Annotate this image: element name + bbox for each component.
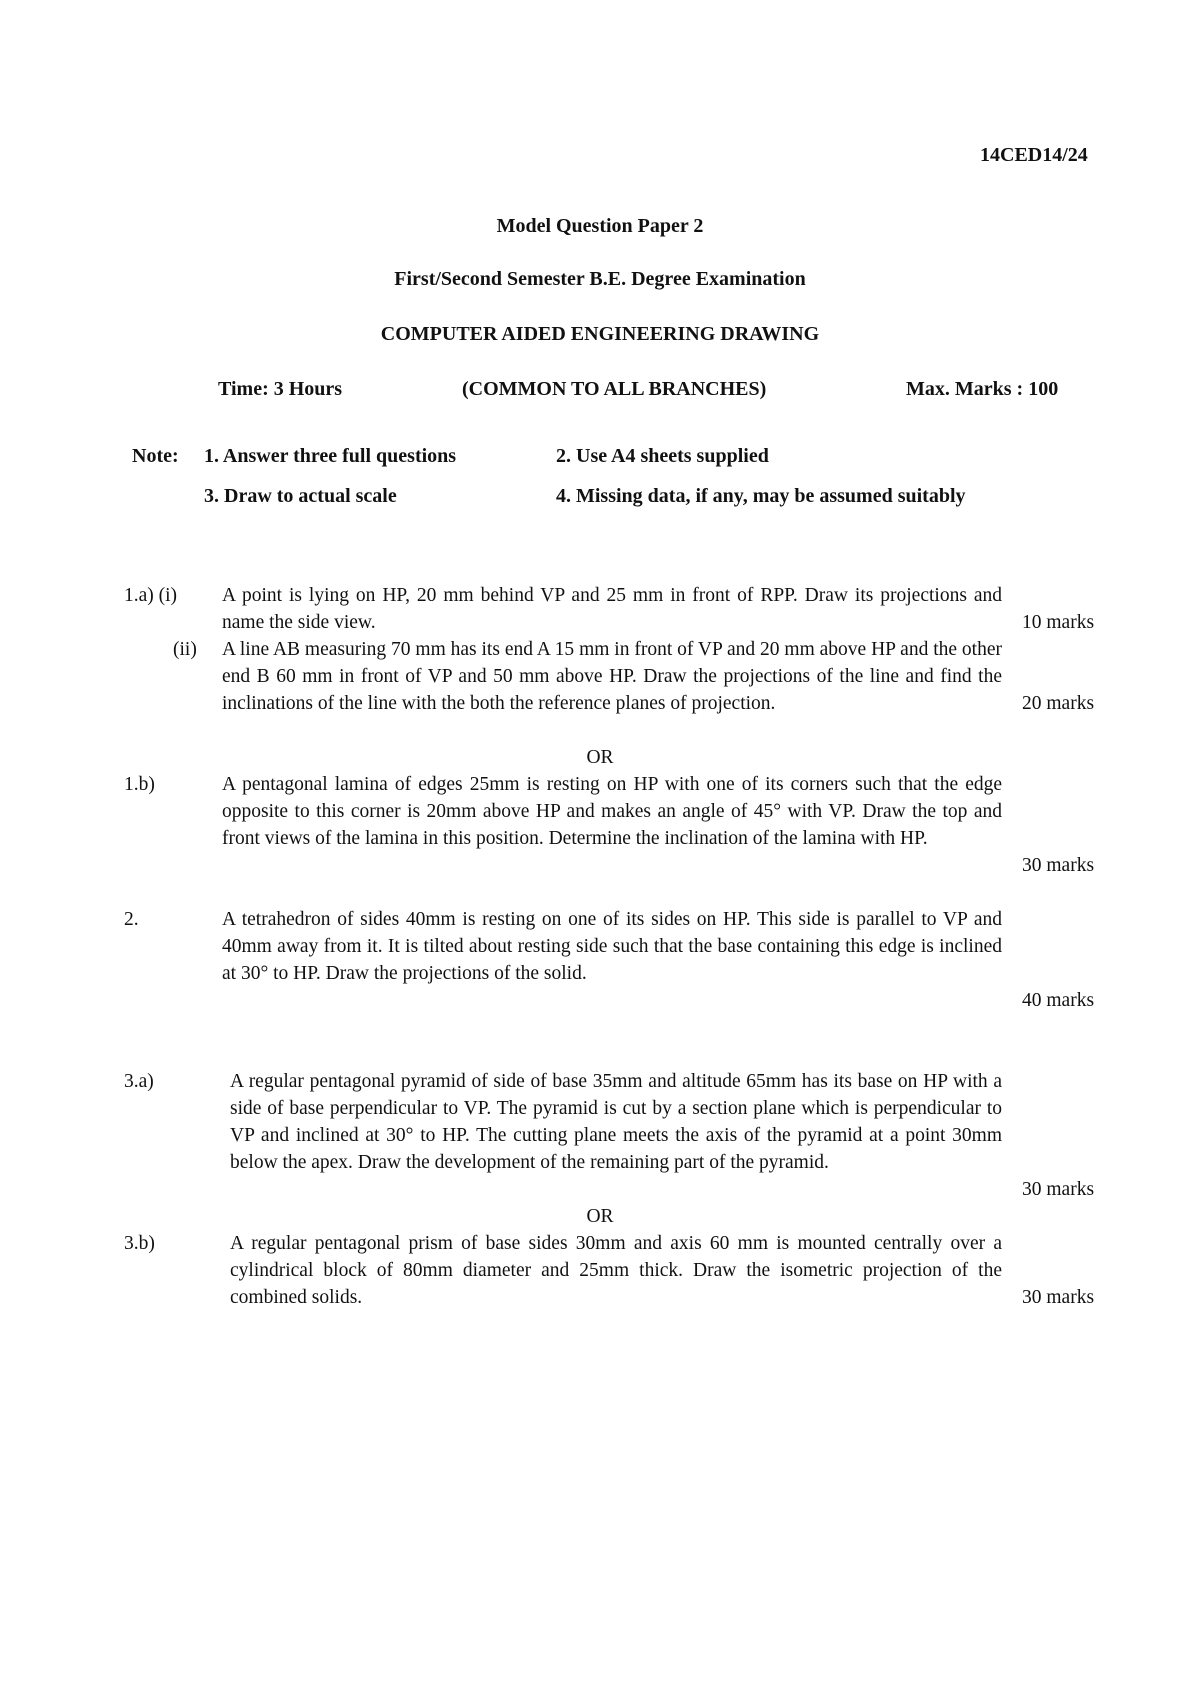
question-number: (ii)	[173, 639, 197, 660]
note-item: 3. Draw to actual scale	[204, 485, 397, 507]
question-marks: 10 marks	[1022, 612, 1095, 633]
question-marks: 30 marks	[1022, 1287, 1095, 1308]
subject-title: COMPUTER AIDED ENGINEERING DRAWING	[380, 323, 820, 345]
or-separator: OR	[586, 1206, 614, 1227]
exam-subtitle: First/Second Semester B.E. Degree Examination	[394, 268, 806, 290]
question-number: 2.	[124, 909, 139, 930]
question-text: A pentagonal lamina of edges 25mm is resting on HP with one of its corners such that the edge opposite to this corner is 20mm above HP and makes an angle of 45° with VP. Draw the top and front views of the lamina in this position. Determine the inclination of the lamina with HP.	[222, 774, 1002, 849]
question-text: A regular pentagonal prism of base sides 30mm and axis 60 mm is mounted centrally over a cylindrical block of 80mm diameter and 25mm thick. Draw the isometric projection of the combined solids.	[230, 1233, 1002, 1308]
question-text: A point is lying on HP, 20 mm behind VP and 25 mm in front of RPP. Draw its projections and name the side view.	[222, 585, 1002, 633]
exam-duration: Time: 3 Hours	[218, 378, 343, 400]
note-item: 2. Use A4 sheets supplied	[556, 445, 769, 467]
question-text: A tetrahedron of sides 40mm is resting on one of its sides on HP. This side is parallel to VP and 40mm away from it. It is tilted about resting side such that the base containing this edge is inclined at 30° to HP. Draw the projections of the solid.	[222, 909, 1002, 984]
question-marks: 30 marks	[1022, 855, 1095, 876]
question-marks: 20 marks	[1022, 693, 1095, 714]
question-number: 1.b)	[124, 774, 155, 795]
branches-note: (COMMON TO ALL BRANCHES)	[462, 378, 767, 400]
question-number: 1.a) (i)	[124, 585, 178, 606]
max-marks: Max. Marks : 100	[906, 378, 1059, 400]
paper-code: 14CED14/24	[980, 144, 1088, 166]
question-number: 3.b)	[124, 1233, 155, 1254]
question-marks: 40 marks	[1022, 990, 1095, 1011]
question-text: A line AB measuring 70 mm has its end A 15 mm in front of VP and 20 mm above HP and the other end B 60 mm in front of VP and 50 mm above HP. Draw the projections of the line and find the inclinations of the line with the both the reference planes of projection.	[222, 639, 1002, 714]
paper-title: Model Question Paper 2	[496, 215, 704, 237]
note-label: Note:	[132, 445, 179, 467]
note-item: 4. Missing data, if any, may be assumed suitably	[556, 485, 966, 507]
or-separator: OR	[586, 747, 614, 768]
note-item: 1. Answer three full questions	[204, 445, 457, 467]
question-marks: 30 marks	[1022, 1179, 1095, 1200]
question-text: A regular pentagonal pyramid of side of base 35mm and altitude 65mm has its base on HP with a side of base perpendicular to VP. The pyramid is cut by a section plane which is perpendicular to VP and inclined at 30° to HP. The cutting plane meets the axis of the pyramid at a point 30mm below the apex. Draw the development of the remaining part of the pyramid.	[230, 1071, 1002, 1173]
question-number: 3.a)	[124, 1071, 154, 1092]
